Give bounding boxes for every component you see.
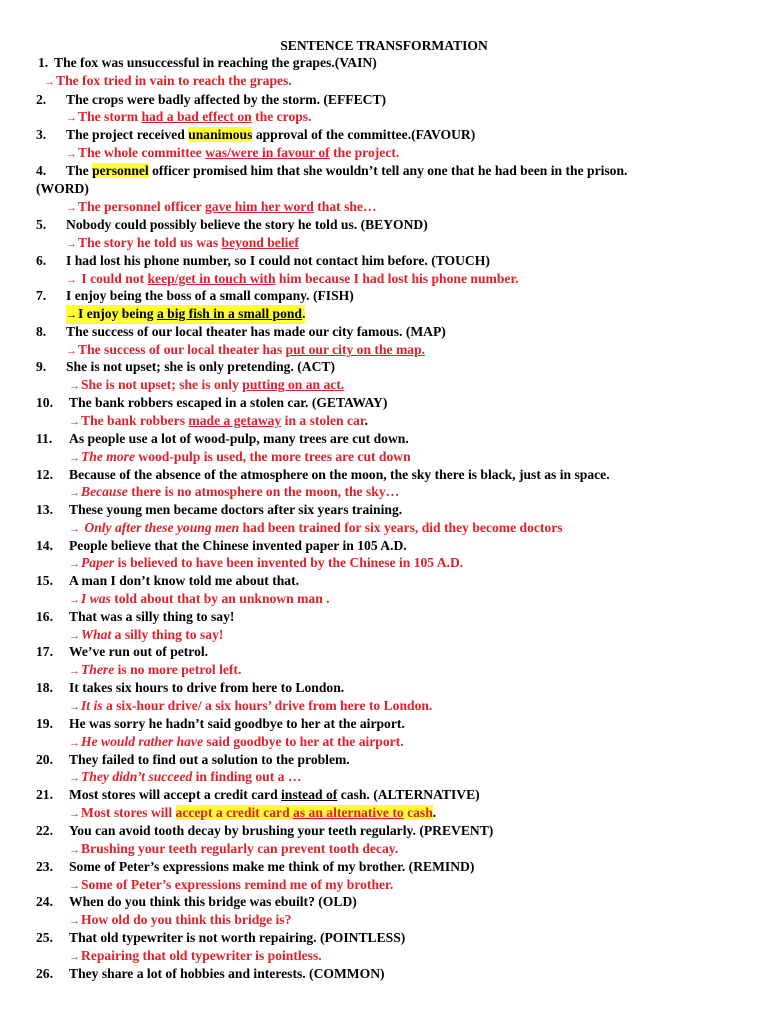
answer-text: a silly thing to say! bbox=[111, 627, 224, 642]
arrow-right-icon: → bbox=[69, 487, 80, 499]
answer-text: said goodbye to her at the airport. bbox=[202, 734, 404, 749]
question-text: The bank robbers escaped in a stolen car. (GETAWAY) bbox=[69, 395, 388, 410]
answer-text: a six-hour drive/ a six hours’ drive from here to London. bbox=[102, 698, 433, 713]
answer-text: is believed to have been invented by the Chinese in 105 A.D. bbox=[114, 555, 464, 570]
question-text: Because of the absence of the atmosphere on the moon, the sky there is black, just as in space. bbox=[69, 467, 610, 482]
arrow-right-icon: → bbox=[69, 416, 80, 428]
answer-underlined: keep/get in touch with bbox=[147, 271, 276, 286]
question-number: 9. bbox=[36, 359, 47, 374]
answer-text: Repairing that old typewriter is pointless. bbox=[81, 948, 322, 963]
question-text: Most stores will accept a credit card bbox=[69, 787, 282, 802]
arrow-right-icon: → bbox=[66, 274, 77, 286]
arrow-right-icon: → bbox=[69, 630, 80, 642]
answer-underlined: beyond belief bbox=[221, 235, 299, 250]
arrow-right-icon: → bbox=[66, 238, 77, 250]
answer-underlined: gave him her word bbox=[204, 199, 314, 214]
question-number: 18. bbox=[36, 680, 53, 695]
question-number: 23. bbox=[36, 859, 53, 874]
question-number: 14. bbox=[36, 538, 53, 553]
answer-text: . bbox=[302, 306, 306, 321]
answer-text: Some of Peter’s expressions remind me of my brother. bbox=[81, 877, 394, 892]
answer-italic: He would rather have bbox=[81, 734, 203, 749]
answer-text: I enjoy being bbox=[78, 306, 157, 321]
answer-italic: Paper bbox=[81, 555, 115, 570]
answer-text: How old do you think this bridge is? bbox=[81, 912, 292, 927]
answer-text: told about that by an unknown man . bbox=[110, 591, 330, 606]
question-text: They failed to find out a solution to the problem. bbox=[69, 752, 350, 767]
question-number: 10. bbox=[36, 395, 53, 410]
question-text: These young men became doctors after six years training. bbox=[69, 502, 403, 517]
answer-text: in finding out a … bbox=[192, 769, 302, 784]
answer-italic: There bbox=[81, 662, 115, 677]
answer-italic: It is bbox=[81, 698, 103, 713]
answer-highlight: cash bbox=[403, 805, 433, 820]
question-text: When do you think this bridge was ebuilt? (OLD) bbox=[69, 894, 357, 909]
question-number: 15. bbox=[36, 573, 53, 588]
answer-italic: Only after these young men bbox=[81, 520, 240, 535]
question-text: Nobody could possibly believe the story he told us. (BEYOND) bbox=[66, 217, 428, 232]
question-number: 11. bbox=[36, 431, 53, 446]
answer-highlight-underlined: as an alternative to bbox=[293, 805, 404, 820]
answer-text: him because I had lost his phone number. bbox=[275, 271, 519, 286]
answer-italic: Because bbox=[81, 484, 128, 499]
question-number: 8. bbox=[36, 324, 47, 339]
answer-underlined: was/were in favour of bbox=[205, 145, 330, 160]
arrow-right-icon: → bbox=[66, 148, 77, 160]
question-number: 24. bbox=[36, 894, 53, 909]
answer-underlined: had a bad effect on bbox=[141, 109, 252, 124]
question-text: She is not upset; she is only pretending. (ACT) bbox=[66, 359, 336, 374]
arrow-right-icon: → bbox=[69, 558, 80, 570]
question-number: 12. bbox=[36, 467, 53, 482]
answer-text: is no more petrol left. bbox=[114, 662, 242, 677]
arrow-right-icon: → bbox=[66, 309, 77, 321]
question-highlight: unanimous bbox=[188, 127, 253, 142]
answer-underlined: putting on an act. bbox=[242, 377, 345, 392]
question-text: That was a silly thing to say! bbox=[69, 609, 235, 624]
question-number: 19. bbox=[36, 716, 53, 731]
question-number: 6. bbox=[36, 253, 47, 268]
answer-text: . bbox=[364, 413, 369, 428]
question-text: The crops were badly affected by the storm. (EFFECT) bbox=[66, 92, 387, 107]
question-number: 25. bbox=[36, 930, 53, 945]
question-text: It takes six hours to drive from here to London. bbox=[69, 680, 345, 695]
question-number: 3. bbox=[36, 127, 47, 142]
answer-text: The storm bbox=[78, 109, 142, 124]
question-text: officer promised him that she wouldn’t tell any one that he had been in the prison. bbox=[148, 163, 628, 178]
arrow-right-icon: → bbox=[69, 452, 80, 464]
answer-underlined: put our city on the map. bbox=[285, 342, 426, 357]
arrow-right-icon: → bbox=[69, 701, 80, 713]
arrow-right-icon: → bbox=[69, 880, 80, 892]
question-number: 26. bbox=[36, 966, 53, 981]
question-highlight: personnel bbox=[92, 163, 149, 178]
question-text: He was sorry he hadn’t said goodbye to her at the airport. bbox=[69, 716, 405, 731]
answer-italic: The more bbox=[81, 449, 135, 464]
answer-text: had been trained for six years, did they become doctors bbox=[239, 520, 563, 535]
question-number: 21. bbox=[36, 787, 53, 802]
question-number: 22. bbox=[36, 823, 53, 838]
question-number: 17. bbox=[36, 644, 53, 659]
answer-italic: I was bbox=[81, 591, 111, 606]
question-text: As people use a lot of wood-pulp, many trees are cut down. bbox=[69, 431, 409, 446]
answer-text: The fox tried in vain to reach the grapes. bbox=[56, 73, 292, 88]
question-text: People believe that the Chinese invented paper in 105 A.D. bbox=[69, 538, 407, 553]
answer-text: The story he told us was bbox=[78, 235, 222, 250]
question-number: 7. bbox=[36, 288, 47, 303]
arrow-right-icon: → bbox=[69, 844, 80, 856]
question-text: They share a lot of hobbies and interests. (COMMON) bbox=[69, 966, 385, 981]
answer-text: that she… bbox=[313, 199, 377, 214]
answer-text: The success of our local theater has bbox=[78, 342, 286, 357]
answer-text: the project. bbox=[329, 145, 400, 160]
question-number: 16. bbox=[36, 609, 53, 624]
document-title: SENTENCE TRANSFORMATION bbox=[280, 38, 488, 53]
answer-text: Brushing your teeth regularly can prevent tooth decay. bbox=[81, 841, 399, 856]
arrow-right-icon: → bbox=[69, 951, 80, 963]
answer-text: there is no atmosphere on the moon, the sky… bbox=[127, 484, 400, 499]
question-text: approval of the committee.(FAVOUR) bbox=[252, 127, 476, 142]
arrow-right-icon: → bbox=[44, 76, 55, 88]
question-number: 4. bbox=[36, 163, 47, 178]
arrow-right-icon: → bbox=[69, 772, 80, 784]
question-text: We’ve run out of petrol. bbox=[69, 644, 209, 659]
arrow-right-icon: → bbox=[66, 345, 77, 357]
answer-text: Most stores will bbox=[81, 805, 176, 820]
answer-italic: What bbox=[81, 627, 112, 642]
arrow-right-icon: → bbox=[69, 665, 80, 677]
answer-text: She is not upset; she is only bbox=[81, 377, 243, 392]
question-number: 20. bbox=[36, 752, 53, 767]
question-text: Some of Peter’s expressions make me think of my brother. (REMIND) bbox=[69, 859, 475, 874]
answer-highlight: accept a credit card bbox=[175, 805, 294, 820]
question-text: The success of our local theater has made our city famous. (MAP) bbox=[66, 324, 446, 339]
answer-underlined: made a getaway bbox=[188, 413, 282, 428]
arrow-right-icon: → bbox=[69, 523, 80, 535]
question-text: The project received bbox=[66, 127, 189, 142]
arrow-right-icon: → bbox=[69, 737, 80, 749]
question-text: I had lost his phone number, so I could not contact him before. (TOUCH) bbox=[66, 253, 490, 268]
question-number: 5. bbox=[36, 217, 47, 232]
question-text: A man I don’t know told me about that. bbox=[69, 573, 299, 588]
arrow-right-icon: → bbox=[69, 380, 80, 392]
answer-text: in a stolen car bbox=[281, 413, 365, 428]
answer-text: the crops. bbox=[251, 109, 312, 124]
arrow-right-icon: → bbox=[69, 594, 80, 606]
question-text: You can avoid tooth decay by brushing your teeth regularly. (PREVENT) bbox=[69, 823, 494, 838]
arrow-right-icon: → bbox=[69, 808, 80, 820]
question-text: (WORD) bbox=[36, 181, 89, 196]
question-number: 1. bbox=[38, 55, 49, 70]
answer-text: . bbox=[432, 805, 437, 820]
answer-text: The whole committee bbox=[78, 145, 206, 160]
question-number: 13. bbox=[36, 502, 53, 517]
question-text: cash. (ALTERNATIVE) bbox=[337, 787, 480, 802]
question-text: That old typewriter is not worth repairing. (POINTLESS) bbox=[69, 930, 406, 945]
question-text: I enjoy being the boss of a small company. (FISH) bbox=[66, 288, 354, 303]
answer-text: The bank robbers bbox=[81, 413, 189, 428]
question-number: 2. bbox=[36, 92, 47, 107]
question-underlined: instead of bbox=[281, 787, 338, 802]
arrow-right-icon: → bbox=[66, 112, 77, 124]
question-text: The bbox=[66, 163, 93, 178]
answer-italic: They didn’t succeed bbox=[81, 769, 193, 784]
answer-text: The personnel officer bbox=[78, 199, 205, 214]
answer-text: I could not bbox=[78, 271, 148, 286]
arrow-right-icon: → bbox=[69, 915, 80, 927]
arrow-right-icon: → bbox=[66, 202, 77, 214]
answer-underlined: a big fish in a small pond bbox=[156, 306, 302, 321]
question-text: The fox was unsuccessful in reaching the grapes.(VAIN) bbox=[54, 55, 377, 70]
answer-text: wood-pulp is used, the more trees are cut down bbox=[135, 449, 411, 464]
